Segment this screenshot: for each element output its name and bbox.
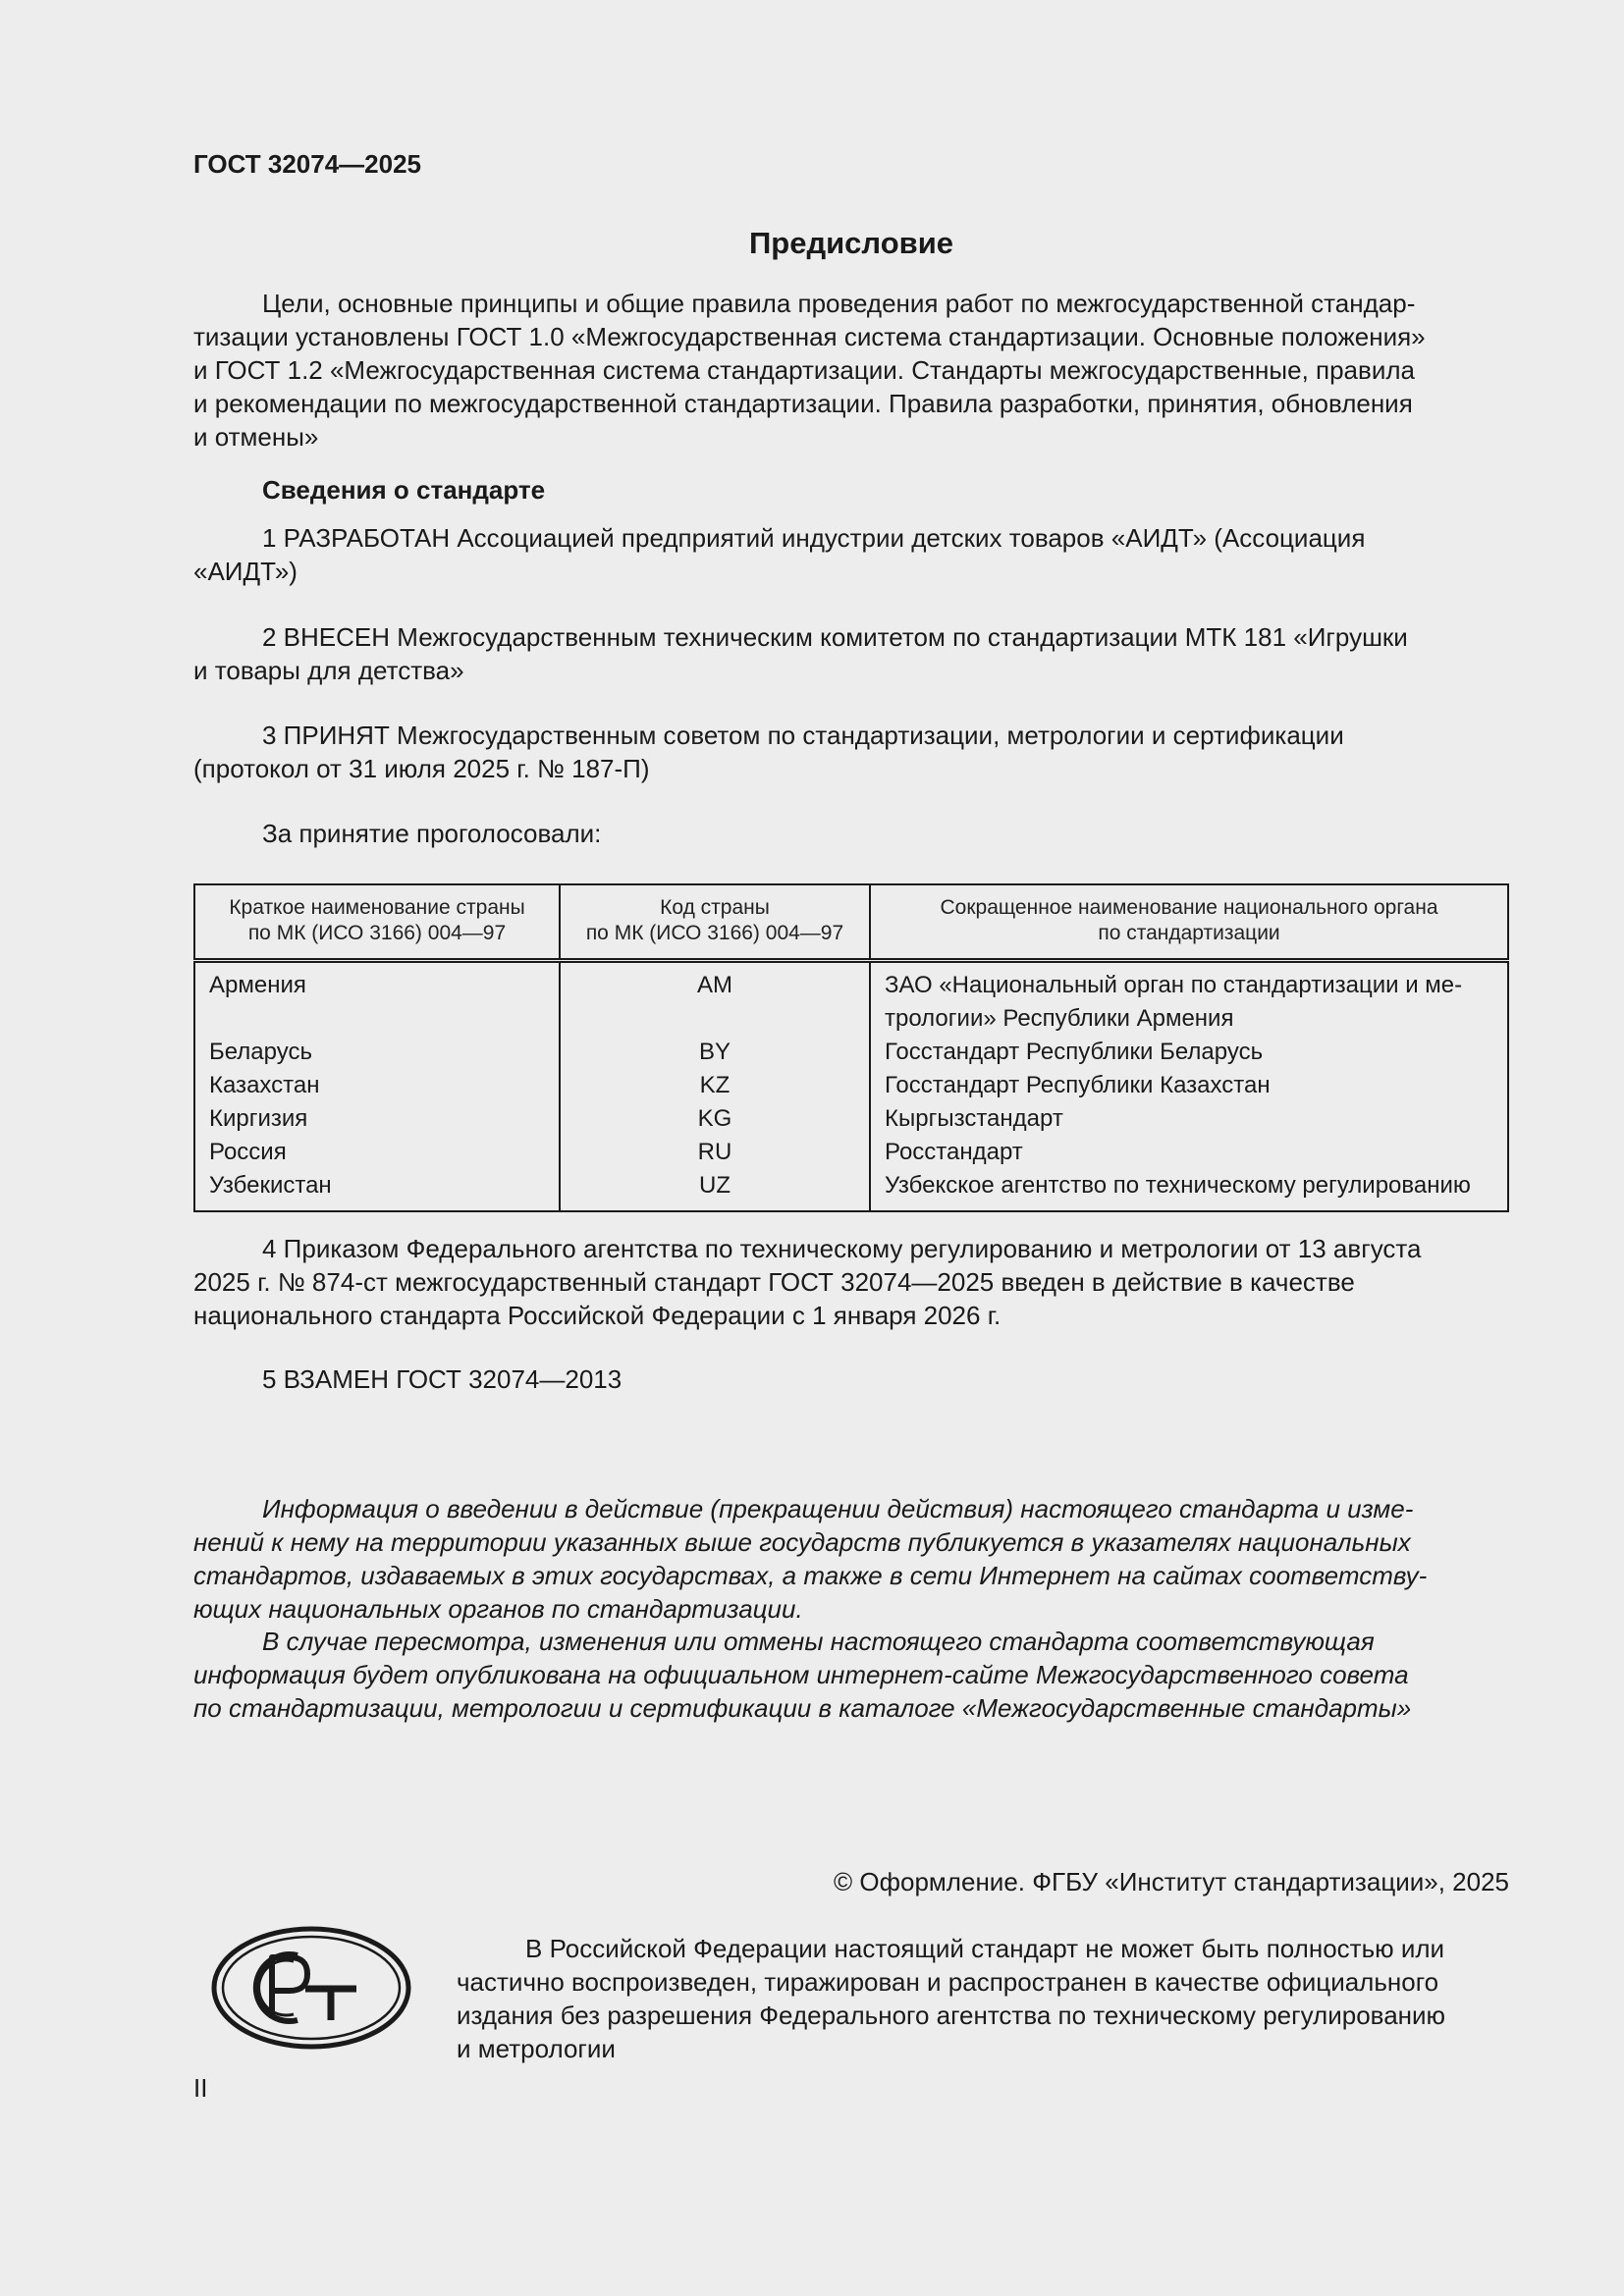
copyright-notice: © Оформление. ФГБУ «Институт стандартизации», 2025 [834, 1867, 1509, 1896]
notice-line: издания без разрешения Федерального агентства по техническому регулированию [457, 2001, 1446, 2030]
country-code: BY [560, 1036, 870, 1069]
notice-line: частично воспроизведен, тиражирован и распространен в качестве официального [457, 1967, 1439, 1997]
gost-r-logo-icon [211, 1926, 411, 2050]
item-line: 2 ВНЕСЕН Межгосударственным техническим комитетом по стандартизации МТК 181 «Игрушки [262, 622, 1408, 652]
country-code: UZ [560, 1169, 870, 1211]
item-adopted [193, 719, 1509, 785]
revision-paragraph [193, 1625, 1509, 1725]
notice-line: и метрологии [457, 2034, 616, 2063]
revision-line: информация будет опубликована на официальном интернет-сайте Межгосударственного совета [193, 1660, 1409, 1689]
document-id: ГОСТ 32074—2025 [193, 149, 421, 179]
intro-line: тизации установлены ГОСТ 1.0 «Межгосударственная система стандартизации. Основные положения» [193, 322, 1426, 351]
table-row [194, 1102, 1508, 1136]
info-paragraph [193, 1492, 1509, 1626]
country-code: RU [560, 1136, 870, 1169]
info-line: нений к нему на территории указанных выше государств публикуется в указателях национальных [193, 1527, 1411, 1557]
item-line: 4 Приказом Федерального агентства по техническому регулированию и метрологии от 13 августа [262, 1234, 1422, 1263]
table-row [194, 1069, 1508, 1102]
revision-line: В случае пересмотра, изменения или отмены настоящего стандарта соответствующая [262, 1627, 1375, 1656]
item-line: 3 ПРИНЯТ Межгосударственным советом по стандартизации, метрологии и сертификации [262, 721, 1344, 750]
info-line: стандартов, издаваемых в этих государствах, а также в сети Интернет на сайтах соответству- [193, 1561, 1428, 1590]
table-header-country: Краткое наименование страны по МК (ИСО 3166) 004—97 [194, 884, 560, 961]
item-line: и товары для детства» [193, 656, 464, 685]
item-line: 1 РАЗРАБОТАН Ассоциацией предприятий индустрии детских товаров «АИДТ» (Ассоциация [262, 523, 1366, 553]
info-line: Информация о введении в действие (прекращении действия) настоящего стандарта и изме- [262, 1494, 1414, 1523]
table-header-organization: Сокращенное наименование национального органа по стандартизации [870, 884, 1508, 961]
country-name: Беларусь [194, 1036, 560, 1069]
notice-line: В Российской Федерации настоящий стандарт не может быть полностью или [525, 1934, 1445, 1963]
intro-paragraph [193, 287, 1509, 454]
page-title: Предисловие [748, 226, 953, 260]
country-name: Киргизия [194, 1102, 560, 1136]
item-line: 2025 г. № 874-ст межгосударственный стандарт ГОСТ 32074—2025 введен в действие в качестве [193, 1267, 1355, 1297]
table-header-row [194, 884, 1508, 961]
item-line: национального стандарта Российской Федерации с 1 января 2026 г. [193, 1301, 1001, 1330]
reproduction-notice [457, 1932, 1509, 2065]
country-code: KZ [560, 1069, 870, 1102]
organization-name: Кыргызстандарт [870, 1102, 1508, 1136]
country-code: KG [560, 1102, 870, 1136]
country-name: Россия [194, 1136, 560, 1169]
intro-line: и отмены» [193, 422, 319, 452]
section-heading: Сведения о стандарте [262, 475, 546, 505]
item-replaces: 5 ВЗАМЕН ГОСТ 32074—2013 [262, 1364, 623, 1394]
item-line: (протокол от 31 июля 2025 г. № 187-П) [193, 754, 650, 783]
info-line: ющих национальных органов по стандартизации. [193, 1594, 803, 1624]
organization-name: Госстандарт Республики Казахстан [870, 1069, 1508, 1102]
item-submitted [193, 620, 1509, 687]
item-enacted [193, 1232, 1509, 1332]
item-line: «АИДТ») [193, 557, 298, 586]
table-row [194, 1136, 1508, 1169]
voted-label: За принятие проголосовали: [262, 819, 602, 848]
intro-line: и ГОСТ 1.2 «Межгосударственная система стандартизации. Стандарты межгосударственные, правила [193, 355, 1415, 385]
organization-name: ЗАО «Национальный орган по стандартизации и ме- трологии» Республики Армения [870, 961, 1508, 1037]
table-header-code: Код страны по МК (ИСО 3166) 004—97 [560, 884, 870, 961]
voting-table [193, 883, 1509, 1212]
country-name: Казахстан [194, 1069, 560, 1102]
country-code: AM [560, 961, 870, 1037]
page-number: II [193, 2073, 208, 2103]
organization-name: Узбекское агентство по техническому регулированию [870, 1169, 1508, 1211]
intro-line: Цели, основные принципы и общие правила проведения работ по межгосударственной стандар- [262, 289, 1416, 318]
organization-name: Росстандарт [870, 1136, 1508, 1169]
table-row [194, 1036, 1508, 1069]
item-developed [193, 521, 1509, 588]
country-name: Армения [194, 961, 560, 1037]
revision-line: по стандартизации, метрологии и сертификации в каталоге «Межгосударственные стандарты» [193, 1693, 1412, 1723]
table-row [194, 1169, 1508, 1211]
country-name: Узбекистан [194, 1169, 560, 1211]
organization-name: Госстандарт Республики Беларусь [870, 1036, 1508, 1069]
table-row [194, 961, 1508, 1037]
intro-line: и рекомендации по межгосударственной стандартизации. Правила разработки, принятия, обновления [193, 389, 1413, 418]
